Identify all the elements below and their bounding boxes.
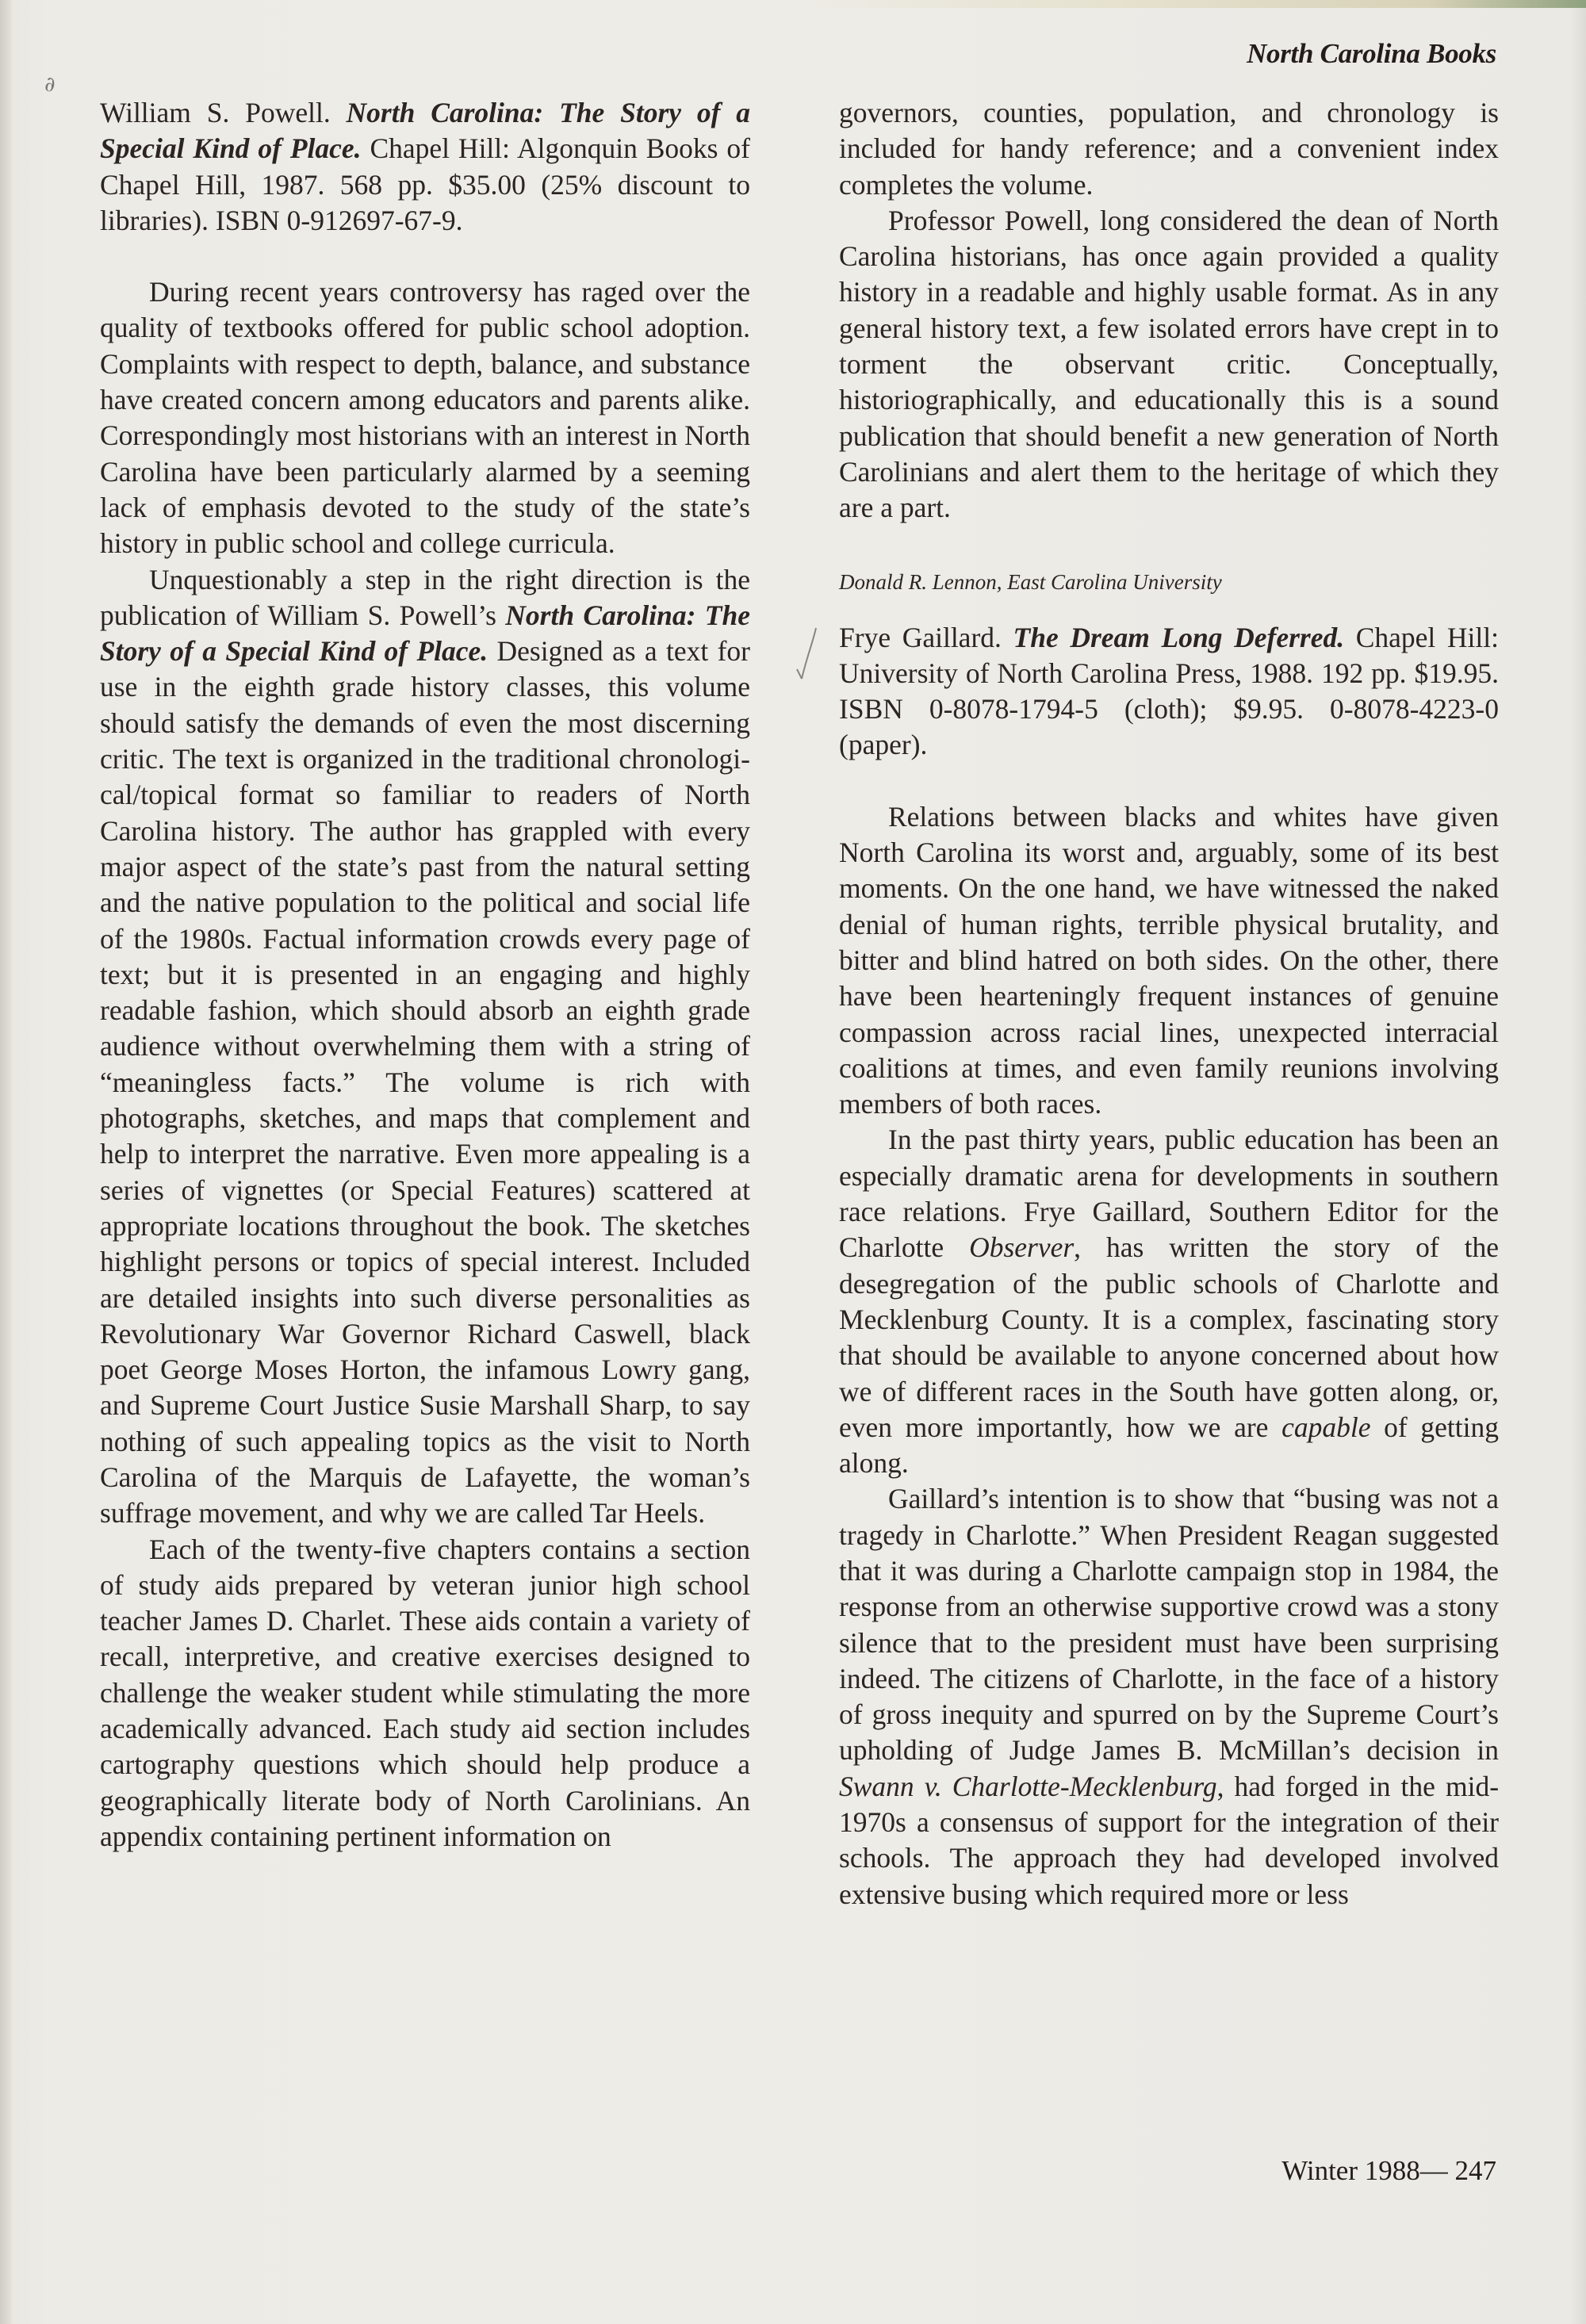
- binding-shadow: [0, 0, 11, 2324]
- review2-paragraph-3: Gaillard’s intention is to show that “busing was not a tragedy in Charlotte.” When President Reagan suggested that it was during a Charlotte campaign stop in 1984, the response from an otherwise supportive crowd was a stony silence that to the president must have been surprising indeed. The citizens of Charlotte, in the face of a history of gross inequity and spurred on by the Supreme Court’s upholding of Judge James B. McMillan’s decision in Swann v. Charlotte-Mecklenburg, had forged in the mid-1970s a consensus of support for the integration of their schools. The approach they had developed involved extensive busing which required more or less: [839, 1483, 1500, 1910]
- review1-paragraph-2: Unquestionably a step in the right direction is the publication of William S. Powell’s North Carolina: The Story of a Special Kind of Place. Designed as a text for use in the eighth grade history classes, this volume should satisfy the demands of even the most discerning critic. The text is organized in the traditional chronological/topical format so familiar to readers of North Carolina history. The author has grappled with every major aspect of the state’s past from the natural setting and the native population to the political and social life of the 1980s. Factual information crowds every page of text; but it is presented in an engaging and highly readable fashion, which should absorb an eighth grade audience without overwhelming them with a string of “meaningless facts.” The volume is rich with photographs, sketches, and maps that complement and help to interpret the narrative. Even more appealing is a series of vignettes (or Special Features) scattered at appropriate locations throughout the book. The sketches highlight persons or topics of special interest. Included are detailed insights into such diverse personalities as Revolutionary War Governor Richard Caswell, black poet George Moses Horton, the infamous Lowry gang, and Supreme Court Justice Susie Marshall Sharp, to say nothing of such appealing topics as the visit to North Carolina of the Marquis de Lafayette, the woman’s suffrage movement, and why we are called Tar Heels.: [100, 563, 750, 1530]
- page-footer: [1281, 2155, 1496, 2187]
- review1-paragraph-4: Professor Powell, long considered the dean of North Carolina historians, has once again provided a quality history in a readable and highly usable format. As in any general history text, a few isolated errors have crept in to torment the observant critic. Conceptually, historiographically, and educationally this is a sound publication that should benefit a new generation of North Carolinians and alert them to the heritage of which they are a part.: [839, 204, 1499, 524]
- review1-book-title: North Carolina: The Story of a Special Kind of Place.: [100, 97, 751, 165]
- review2-paragraph-2: In the past thirty years, public education has been an especially dramatic arena for developments in southern race relations. Frye Gaillard, Southern Editor for the Charlotte Observer, has written the story of the desegregation of the public schools of Charlotte and Mecklenburg County. It is a complex, fascinating story that should be available to anyone concerned about how we of different races in the South have gotten along, or, even more importantly, how we are capable of getting along.: [839, 1124, 1499, 1480]
- running-head: North Carolina Books: [1247, 38, 1496, 69]
- review2-author: Frye Gaillard.: [839, 621, 1002, 653]
- emphasis-word: capable: [1281, 1411, 1371, 1443]
- review1-author: William S. Powell.: [100, 97, 331, 128]
- newspaper-title: Observer: [969, 1231, 1075, 1264]
- pencil-checkmark-icon: [795, 626, 819, 682]
- review1-paragraph-3: Each of the twenty-five chapters contains a section of study aids prepared by veteran junior high school teacher James D. Charlet. These aids contain a variety of recall, interpretive, and creative exercises designed to challenge the weaker student while stimulating the more academically advanced. Each study aid section includes cartography questions which should help produce a geographically literate body of North Carolinians. An appendix containing pertinent information on: [100, 1533, 750, 1852]
- left-column: [100, 95, 750, 1855]
- reviewer-byline: Donald R. Lennon, East Carolina University: [839, 569, 1222, 594]
- footer-dash: —: [1419, 2155, 1448, 2186]
- review2-paragraph-1: Relations between blacks and whites have given North Carolina its worst and, arguably, some of its best moments. On the one hand, we have witnessed the naked denial of human rights, terrible physical brutality, and bitter and blind hatred on both sides. On the other, there have been hearteningly frequent instances of genuine compassion across racial lines, unexpected interracial coalitions at times, and even family reunions involving members of both races.: [839, 800, 1499, 1120]
- review2-publisher-info: Chapel Hill: University of North Carolina Press, 1988. 192 pp. $19.95. ISBN 0-8078-1794-5 (cloth); $9.95. 0-8078-4223-0 (paper).: [839, 621, 1500, 761]
- review1-citation: [100, 95, 750, 239]
- page-top-edge: [793, 0, 1586, 8]
- issue-label: Winter 1988: [1281, 2155, 1420, 2186]
- review2-book-title: The Dream Long Deferred.: [1013, 621, 1345, 653]
- review1-inline-title: North Carolina: The Story of a Special Kind of Place.: [100, 599, 750, 668]
- review1-publisher-info: Chapel Hill: Algonquin Books of Chapel Hill, 1987. 568 pp. $35.00 (25% discount to libraries). ISBN 0-912697-67-9.: [100, 132, 750, 236]
- case-title: Swann v. Charlotte-Mecklenburg: [839, 1770, 1217, 1802]
- review1-paragraph-1: During recent years controversy has raged over the quality of textbooks offered for public school adoption. Complaints with respect to depth, balance, and substance have created concern among educators and parents alike. Correspondingly most historians with an interest in North Carolina have been particularly alarmed by a seeming lack of emphasis devoted to the study of the state’s history in public school and college curricula.: [100, 276, 750, 560]
- right-column: [839, 95, 1499, 1912]
- page-number: 247: [1454, 2155, 1496, 2186]
- margin-pencil-mark: ∂: [44, 73, 56, 97]
- review2-citation: [839, 620, 1499, 764]
- review1-paragraph-3-continued: governors, counties, population, and chronology is included for handy reference; and a convenient index completes the volume.: [839, 97, 1499, 201]
